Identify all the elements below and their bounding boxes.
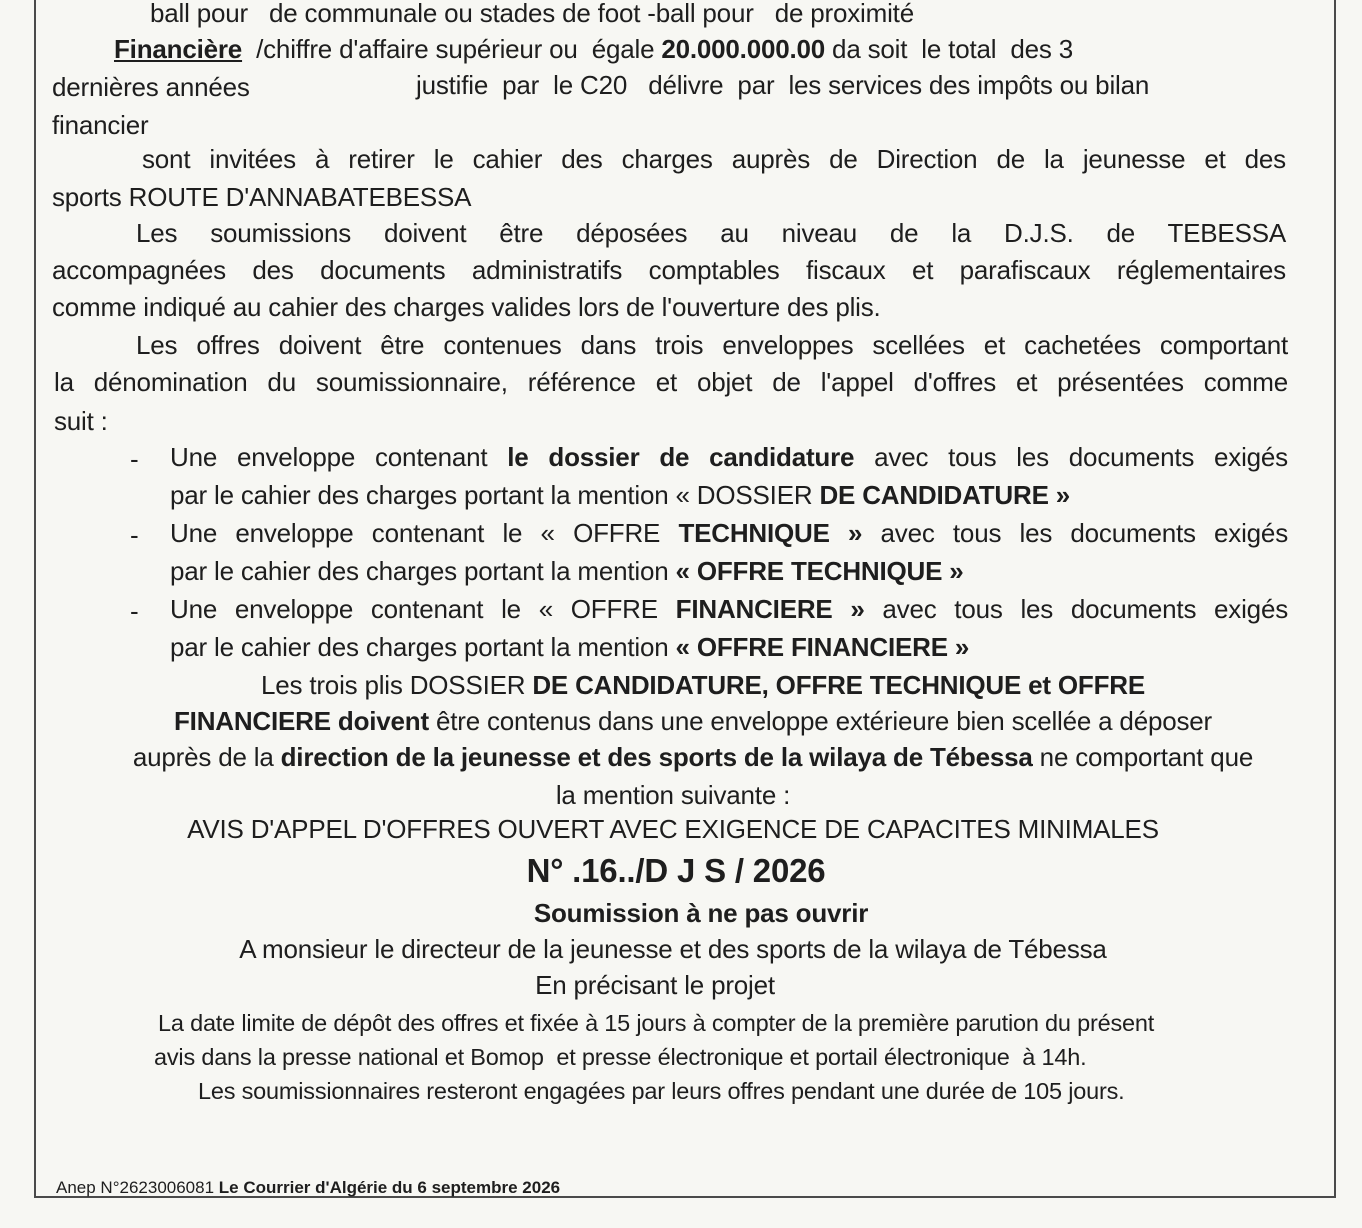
text-line: avis dans la presse national et Bomop et presse électronique et portail électronique à 14h. xyxy=(154,1044,1087,1070)
text-line: Les soumissions doivent être déposées au niveau de la D.J.S. de TEBESSA xyxy=(136,218,1286,248)
text-line: auprès de la direction de la jeunesse et des sports de la wilaya de Tébessa ne comportant que xyxy=(132,742,1254,772)
list-bullet: - xyxy=(130,444,139,474)
text-line: dernières années xyxy=(52,72,250,102)
list-item-cont: par le cahier des charges portant la mention « DOSSIER DE CANDIDATURE » xyxy=(170,480,1071,510)
list-item-cont: par le cahier des charges portant la mention « OFFRE FINANCIERE » xyxy=(170,632,970,662)
text-line: Les trois plis DOSSIER DE CANDIDATURE, OFFRE TECHNIQUE et OFFRE xyxy=(260,670,1145,700)
text-line: Les soumissionnaires resteront engagées par leurs offres pendant une durée de 105 jours. xyxy=(198,1078,1125,1104)
text-line: justifie par le C20 délivre par les services des impôts ou bilan xyxy=(416,70,1150,100)
text-line: financier xyxy=(52,110,149,140)
text-line: sports ROUTE D'ANNABATEBESSA xyxy=(52,182,472,212)
reference-number: N° .16../D J S / 2026 xyxy=(526,852,826,889)
list-item: Une enveloppe contenant le dossier de candidature avec tous les documents exigés xyxy=(170,442,1288,472)
text-line: La date limite de dépôt des offres et fixée à 15 jours à compter de la première parution du présent xyxy=(158,1010,1155,1036)
text-line: AVIS D'APPEL D'OFFRES OUVERT AVEC EXIGENCE DE CAPACITES MINIMALES xyxy=(187,814,1159,844)
text-line: sont invitées à retirer le cahier des charges auprès de Direction de la jeunesse et des xyxy=(142,144,1286,174)
text-line: accompagnées des documents administratifs comptables fiscaux et parafiscaux réglementaires xyxy=(52,255,1286,285)
text-line: suit : xyxy=(54,406,108,436)
text-line: FINANCIERE doivent être contenus dans une enveloppe extérieure bien scellée a déposer xyxy=(173,706,1212,736)
list-bullet: - xyxy=(130,520,139,550)
text-line: ball pour de communale ou stades de foot -ball pour de proximité xyxy=(150,0,914,28)
anep-number: Anep N°2623006081 xyxy=(56,1178,219,1197)
list-item-cont: par le cahier des charges portant la mention « OFFRE TECHNIQUE » xyxy=(170,556,964,586)
financiere-label: Financière xyxy=(114,34,243,64)
text-line: A monsieur le directeur de la jeunesse et des sports de la wilaya de Tébessa xyxy=(239,934,1107,964)
footer-credit xyxy=(56,1178,560,1198)
text-line: comme indiqué au cahier des charges valides lors de l'ouverture des plis. xyxy=(52,292,881,322)
publication-source: Le Courrier d'Algérie du 6 septembre 2026 xyxy=(218,1178,561,1197)
list-item: Une enveloppe contenant le « OFFRE TECHNIQUE » avec tous les documents exigés xyxy=(170,518,1288,548)
text-line: Les offres doivent être contenues dans trois enveloppes scellées et cachetées comportant xyxy=(136,330,1288,360)
text-line: Financière /chiffre d'affaire supérieur ou égale 20.000.000.00 da soit le total des 3 xyxy=(114,34,1073,64)
list-bullet: - xyxy=(130,596,139,626)
text-line: En précisant le projet xyxy=(535,970,775,1000)
list-item: Une enveloppe contenant le « OFFRE FINANCIERE » avec tous les documents exigés xyxy=(170,594,1288,624)
text-line: la mention suivante : xyxy=(555,780,791,810)
text-line: la dénomination du soumissionnaire, référence et objet de l'appel d'offres et présentées comme xyxy=(54,367,1288,397)
text-line: Soumission à ne pas ouvrir xyxy=(533,898,869,928)
